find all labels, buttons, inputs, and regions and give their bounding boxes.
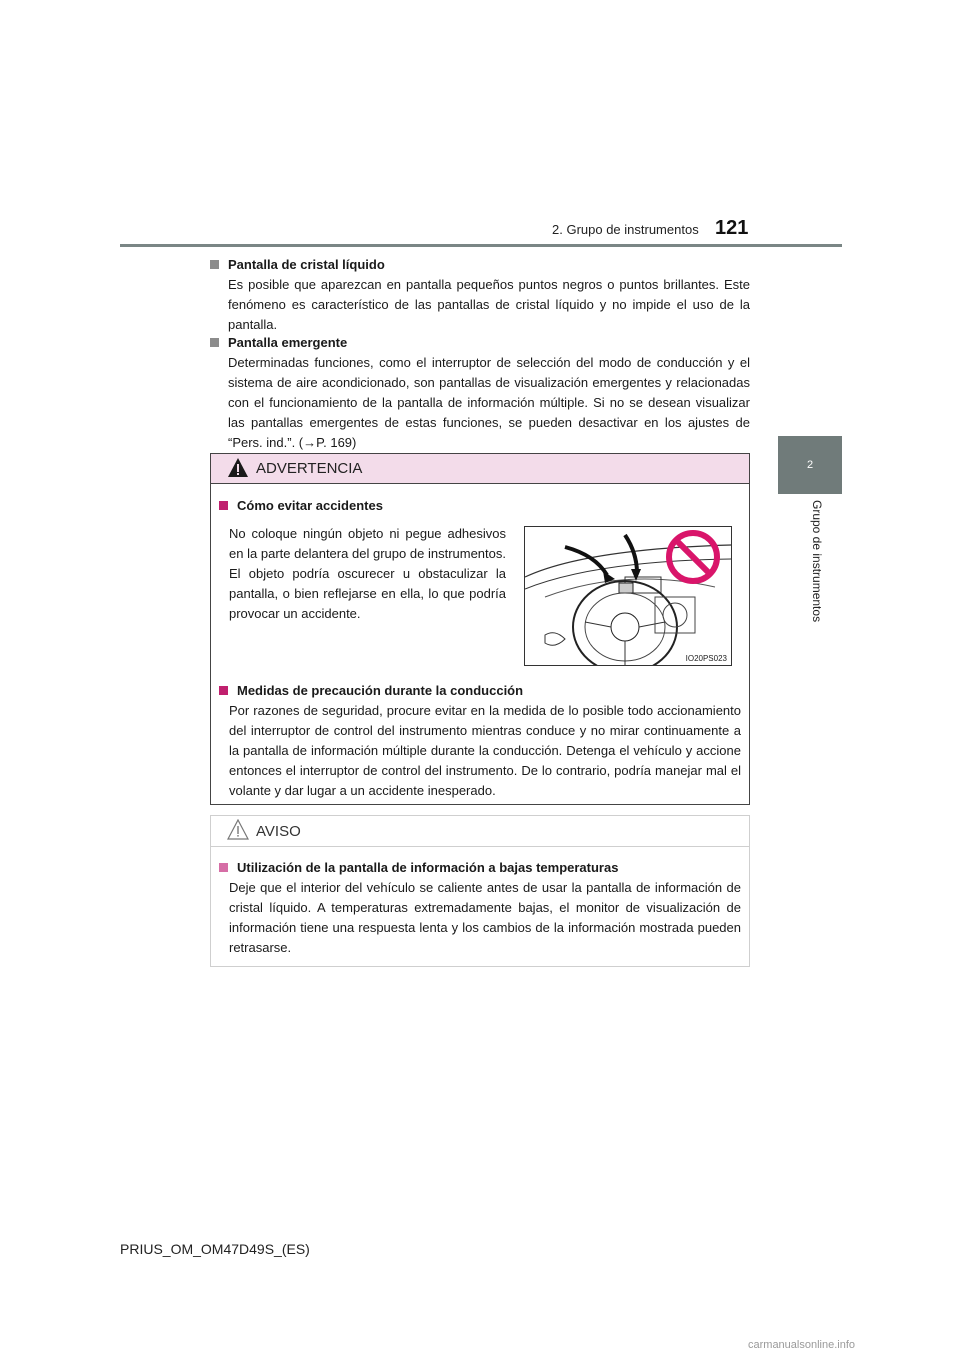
warning-label: ADVERTENCIA: [256, 460, 363, 477]
footer-doc-code: PRIUS_OM_OM47D49S_(ES): [120, 1241, 310, 1257]
warning-item-heading: Cómo evitar accidentes: [237, 498, 383, 513]
bullet-square-icon: [219, 686, 228, 695]
side-tab-number: 2: [778, 436, 842, 494]
header-rule: [120, 244, 842, 247]
caution-triangle-icon: [227, 819, 249, 841]
warning-box: [210, 453, 750, 805]
bullet-square-icon: [219, 863, 228, 872]
section-popup: [210, 333, 750, 453]
dashboard-illustration: [524, 526, 732, 666]
notice-item-text: Deje que el interior del vehículo se caliente antes de usar la pantalla de información de cristal líquido. A temperaturas extremadamente bajas, el monitor de visualización de información tiene una respuesta lenta y los cambios de la información mostrada pueden retrasarse.: [229, 880, 741, 955]
section-heading: Pantalla de cristal líquido: [228, 257, 385, 272]
warning-item-text: No coloque ningún objeto ni pegue adhesivos en la parte delantera del grupo de instrumentos. El objeto podría oscurecer u obstaculizar la pantalla, o bien reflejarse en ella, lo que podría provocar un accidente.: [229, 526, 506, 621]
section-text: Determinadas funciones, como el interruptor de selección del modo de conducción y el sistema de aire acondicionado, son pantallas de visualización emergentes y relacionadas con el funcionamiento de la pantalla de información múltiple. Si no se desean visualizar las pantallas emergentes de estas funciones, se pueden desactivar en los ajustes de “Pers. ind.”. (→P. 169): [228, 355, 750, 450]
image-code: IO20PS023: [685, 654, 727, 663]
page-number: 121: [715, 217, 749, 239]
bullet-square-icon: [210, 260, 219, 269]
side-tab-label: Grupo de instrumentos: [810, 500, 824, 623]
warning-item-text: Por razones de seguridad, procure evitar en la medida de lo posible todo accionamiento del interruptor de control del instrumento mientras conduce y no mirar continuamente a la pantalla de información múltiple durante la conducción. Detenga el vehículo y accione entonces el interruptor de control del instrumento. De lo contrario, podría manejar mal el volante y dar lugar a un accidente inesperado.: [229, 703, 741, 798]
notice-item-heading: Utilización de la pantalla de información a bajas temperaturas: [237, 860, 619, 875]
watermark: carmanualsonline.info: [748, 1339, 856, 1351]
dashboard-drawing-icon: [525, 527, 731, 665]
section-heading: Pantalla emergente: [228, 335, 348, 350]
notice-label: AVISO: [256, 823, 301, 840]
section-text: Es posible que aparezcan en pantalla pequeños puntos negros o puntos brillantes. Este fenómeno es característico de las pantallas de cristal líquido y no impide el uso de la pantalla.: [228, 277, 750, 332]
warning-item-heading: Medidas de precaución durante la conducción: [237, 683, 524, 698]
page-header-title: 2. Grupo de instrumentos: [552, 222, 699, 237]
warning-header: [211, 454, 749, 484]
bullet-square-icon: [210, 338, 219, 347]
notice-header: [211, 816, 749, 847]
bullet-square-icon: [219, 501, 228, 510]
notice-box: [210, 815, 750, 967]
warning-triangle-icon: [227, 457, 249, 479]
section-lcd: [210, 255, 750, 335]
